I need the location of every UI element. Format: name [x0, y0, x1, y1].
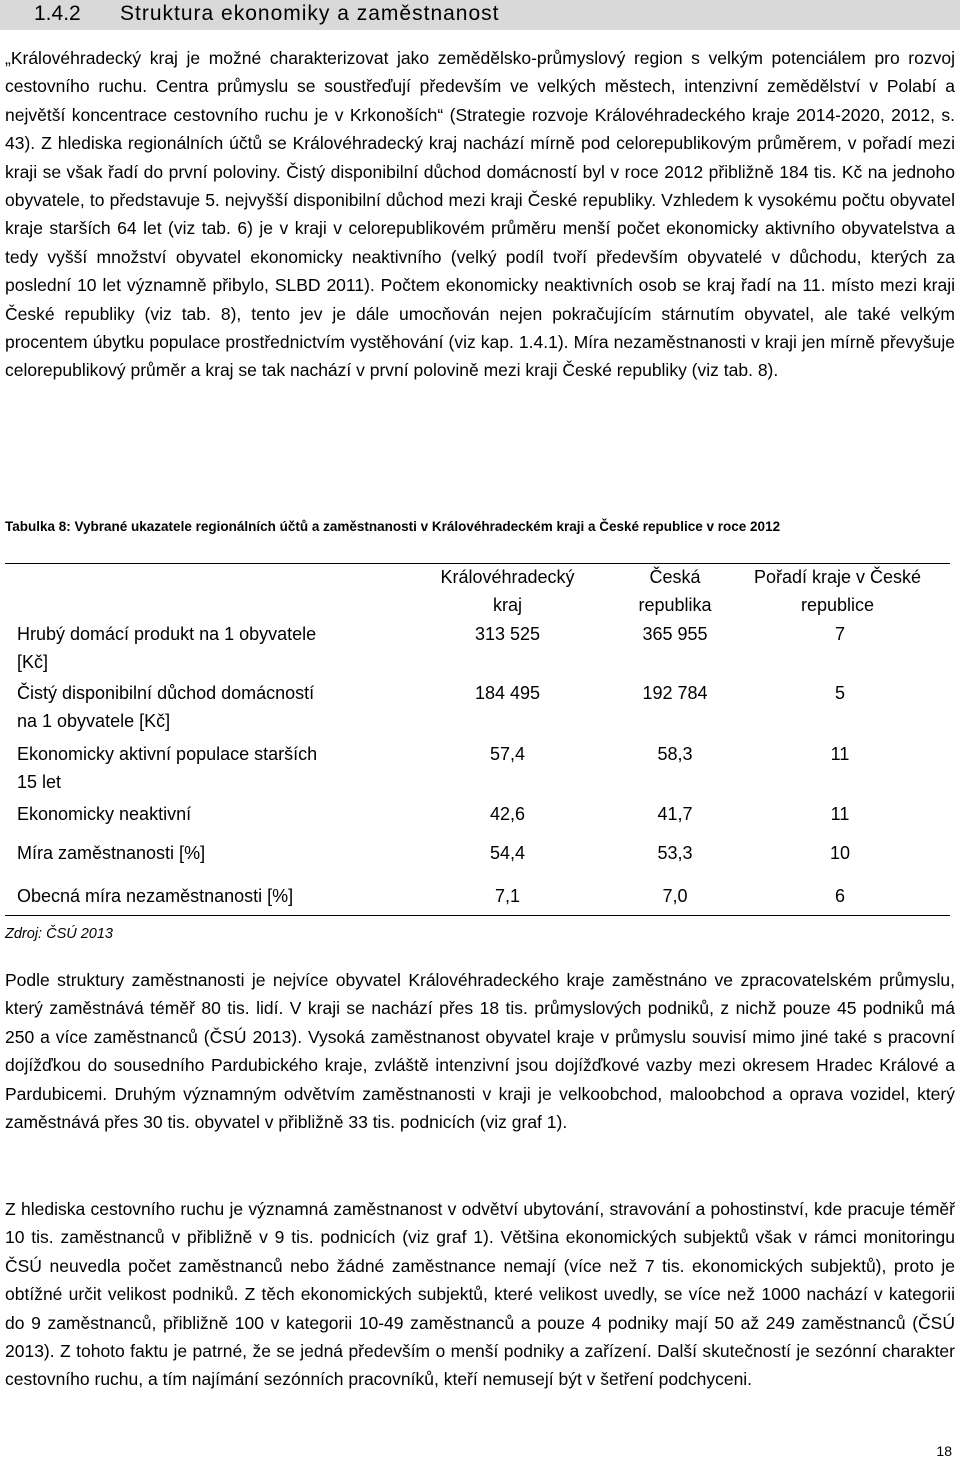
cell-rank: 6 — [834, 886, 845, 906]
table-row-label — [17, 839, 387, 867]
cell-region: 42,6 — [489, 804, 526, 824]
cell-cr: 7,0 — [662, 886, 688, 906]
header-region — [400, 563, 615, 619]
table-row-label — [17, 620, 387, 676]
row-label-line1: Míra zaměstnanosti [%] — [17, 843, 206, 863]
table-bottom-rule — [5, 915, 950, 916]
cell-rank: 11 — [830, 804, 850, 824]
section-heading — [0, 0, 960, 30]
cell-region: 313 525 — [474, 624, 541, 644]
header-region-line2: kraj — [492, 595, 522, 615]
header-cr-line1: Česká — [649, 567, 701, 587]
table-row-label — [17, 882, 387, 910]
table-caption: Tabulka 8: Vybrané ukazatele regionálních účtů a zaměstnanosti v Královéhradeckém kraji a České republice v roce 2012 — [5, 519, 781, 534]
row-label-line2: [Kč] — [17, 652, 49, 672]
cell-cr: 192 784 — [642, 683, 708, 703]
cell-region: 57,4 — [489, 744, 526, 764]
cell-rank: 11 — [830, 744, 850, 764]
header-cr-line2: republika — [638, 595, 712, 615]
section-number: 1.4.2 — [34, 2, 81, 25]
tourism-paragraph: Z hlediska cestovního ruchu je významná zaměstnanost v odvětví ubytování, stravování a pohostinství, kde pracuje téměř 10 tis. zaměstnanců v přibližně v 9 tis. podnicích (viz graf 1). Většina ekonomických subjektů však v rámci monitoringu ČSÚ neuvedla počet zaměstnanců nebo žádné zaměstnance nemají (více než 7 tis. ekonomických subjektů), proto je obtížné určit velikost podniků. Z těch ekonomických subjektů, které velikost uvedly, se více než 1000 nachází v kategorii do 9 zaměstnanců, přibližně 100 v kategorii 10-49 zaměstnanců a pouze 4 podniky mají 50 až 249 zaměstnanců (ČSÚ 2013). Z tohoto faktu je patrné, že se jedná především o menší podniky a zařízení. Další skutečností je sezónní charakter cestovního ruchu, a tím najímání sezónních pracovníků, kteří nemusejí být v šetření podchyceni. — [5, 1199, 955, 1390]
row-label-line1: Hrubý domácí produkt na 1 obyvatele — [17, 624, 317, 644]
table-row-label — [17, 800, 387, 828]
row-label-line2: na 1 obyvatele [Kč] — [17, 711, 171, 731]
table-row-label — [17, 740, 387, 796]
cell-region: 7,1 — [494, 886, 521, 906]
table-row-label — [17, 679, 387, 735]
header-cr — [595, 563, 755, 619]
employment-paragraph: Podle struktury zaměstnanosti je nejvíce obyvatel Královéhradeckého kraje zaměstnáno ve zpracovatelském průmyslu, který zaměstnává téměř 80 tis. lidí. V kraji se nachází přes 18 tis. průmyslových podniků, z nichž pouze 45 podniků má 250 a více zaměstnanců (ČSÚ 2013). Vysoká zaměstnanost obyvatel kraje v průmyslu souvisí mimo jiné také s pracovní dojížďkou do sousedního Pardubického kraje, zvláště intenzivní jsou dojížďkové vazby mezi okresem Hradec Králové a Pardubicemi. Druhým významným odvětvím zaměstnanosti v kraji je velkoobchod, maloobchod a oprava vozidel, který zaměstnává přes 30 tis. obyvatel v přibližně 33 tis. podnicích (viz graf 1). — [5, 970, 955, 1133]
cell-region: 54,4 — [489, 843, 526, 863]
header-rank-line2: republice — [800, 595, 875, 615]
cell-cr: 58,3 — [657, 744, 693, 764]
cell-cr: 365 955 — [642, 624, 708, 644]
row-label-line1: Ekonomicky neaktivní — [17, 804, 192, 824]
cell-rank: 7 — [834, 624, 845, 644]
cell-rank: 10 — [829, 843, 851, 863]
cell-cr: 41,7 — [657, 804, 693, 824]
row-label-line1: Čistý disponibilní důchod domácností — [17, 683, 315, 703]
header-region-line1: Královéhradecký — [440, 567, 575, 587]
header-rank-line1: Pořadí kraje v České — [753, 567, 922, 587]
table-source: Zdroj: ČSÚ 2013 — [5, 926, 113, 942]
intro-paragraph: „Královéhradecký kraj je možné charakterizovat jako zemědělsko-průmyslový region s velkým potenciálem pro rozvoj cestovního ruchu. Centra průmyslu se soustřeďují především ve velkých městech, intenzivní zemědělství v Polabí a největší koncentrace cestovního ruchu je v Krkonoších“ (Strategie rozvoje Královéhradeckého kraje 2014-2020, 2012, s. 43). Z hlediska regionálních účtů se Královéhradecký kraj nachází mírně pod celorepublikovým průměrem, v pořadí mezi kraji se však řadí do první poloviny. Čistý disponibilní důchod domácností byl v roce 2012 přibližně 184 tis. Kč na jednoho obyvatele, to představuje 5. nejvyšší disponibilní důchod mezi kraji České republiky. Vzhledem k vysokému počtu obyvatel kraje starších 64 let (viz tab. 6) je v kraji v celorepublikovém průměru menší počet ekonomicky aktivního obyvatelstva a tedy vyšší množství obyvatel ekonomicky neaktivního (velký podíl tvoří především obyvatelé v důchodu, kterých za poslední 10 let významně přibylo, SLBD 2011). Počtem ekonomicky neaktivních osob se kraj řadí na 11. místo mezi kraji České republiky (viz tab. 8), tento jev je dále umocňován nejen pokračujícím stárnutím obyvatel, ale také velkým procentem úbytku populace prostřednictvím vystěhování (viz kap. 1.4.1). Míra nezaměstnanosti v kraji jen mírně převyšuje celorepublikový průměr a kraj se tak nachází v první polovině mezi kraji České republiky (viz tab. 8). — [5, 48, 955, 381]
row-label-line2: 15 let — [17, 772, 62, 792]
cell-region: 184 495 — [474, 683, 541, 703]
cell-rank: 5 — [834, 683, 845, 703]
cell-cr: 53,3 — [657, 843, 693, 863]
row-label-line1: Obecná míra nezaměstnanosti [%] — [17, 886, 294, 906]
indicators-table — [5, 563, 950, 915]
page-number: 18 — [936, 1443, 952, 1459]
row-label-line1: Ekonomicky aktivní populace starších — [17, 744, 318, 764]
section-title: Struktura ekonomiky a zaměstnanost — [120, 2, 500, 25]
header-rank — [735, 563, 940, 619]
